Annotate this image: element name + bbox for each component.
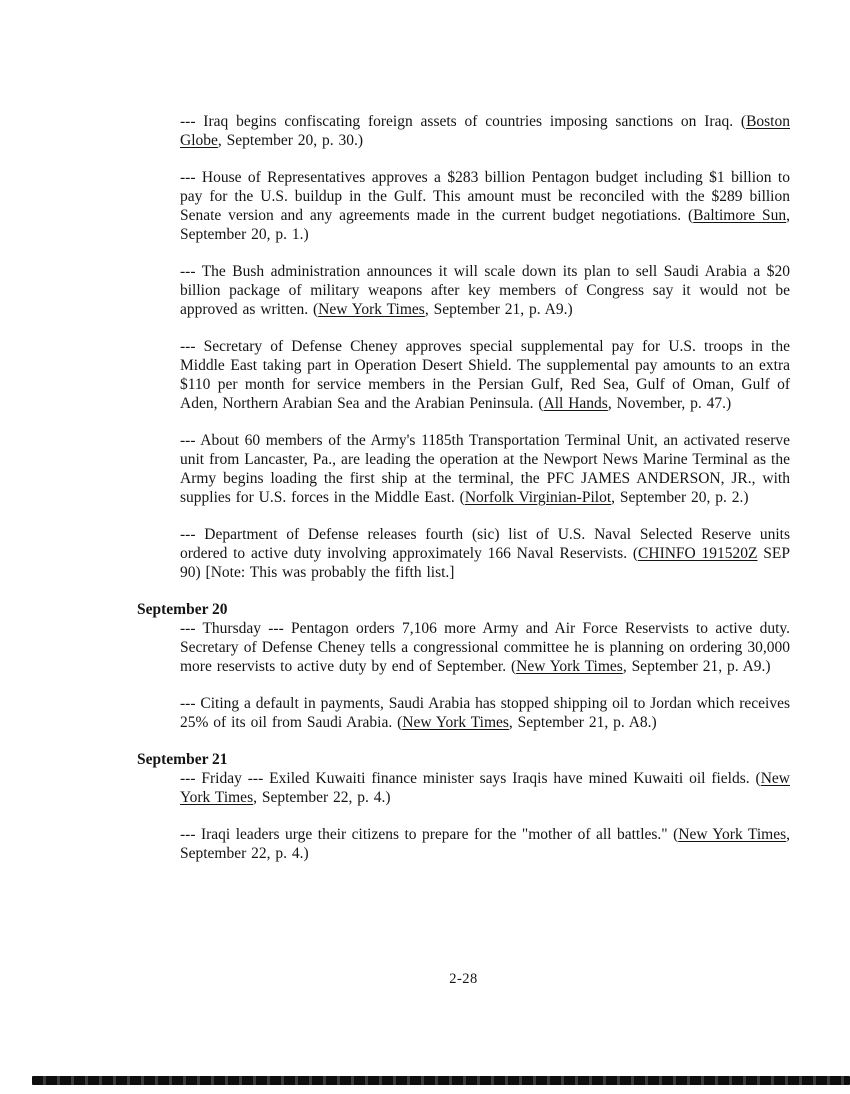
paragraph [180,112,790,150]
scan-artifact-bar [32,1076,850,1085]
paragraph [180,262,790,319]
paragraph [180,431,790,507]
paragraph-text: --- The Bush administration announces it will scale down its plan to sell Saudi Arabia a $20 billion package of military weapons after key members of Congress say it would not be approved as written. ( [180,263,790,318]
paragraph [180,168,790,244]
paragraph [180,825,790,863]
paragraph-text: --- Department of Defense releases fourth (sic) list of U.S. Naval Selected Reserve units ordered to active duty involving approximately 166 Naval Reservists. ( [180,526,790,562]
source-citation: CHINFO 191520Z [638,545,758,562]
paragraph [180,525,790,582]
paragraph [180,337,790,413]
paragraph-text: , September 20, p. 2.) [611,489,749,506]
paragraph-text: , September 22, p. 4.) [253,789,391,806]
paragraph-text: , September 21, p. A8.) [508,714,657,731]
paragraph-text: , September 20, p. 1.) [180,207,790,243]
paragraph-text: , September 20, p. 30.) [217,132,364,149]
document-body [137,112,790,881]
paragraph-text: --- Secretary of Defense Cheney approves special supplemental pay for U.S. troops in the Middle East taking part in Operation Desert Shield. The supplemental pay amounts to an extra $110 per month for service members in the Persian Gulf, Red Sea, Gulf of Oman, Gulf of Aden, Northern Arabian Sea and the Arabian Peninsula. ( [180,338,790,412]
paragraph-text: --- Thursday --- Pentagon orders 7,106 more Army and Air Force Reservists to active duty. Secretary of Defense Cheney tells a congressional committee he is planning on ordering 30,000 more reservists to active duty by end of September. ( [180,620,790,675]
paragraph-text: , September 21, p. A9.) [424,301,573,318]
source-citation: New York Times [678,826,787,843]
section-heading: September 20 [137,601,228,618]
source-citation: All Hands [543,395,608,412]
paragraph-text: SEP 90) [Note: This was probably the fifth list.] [180,545,791,581]
paragraph-text: , November, p. 47.) [607,395,732,412]
paragraph-text: --- Citing a default in payments, Saudi Arabia has stopped shipping oil to Jordan which receives 25% of its oil from Saudi Arabia. ( [180,695,790,731]
source-citation: New York Times [516,658,623,675]
page-number: 2-28 [449,971,478,987]
source-citation: Norfolk Virginian-Pilot [464,489,612,506]
paragraph-text: , September 22, p. 4.) [180,826,790,862]
source-citation: New York Times [318,301,425,318]
paragraph-text: --- Iraq begins confiscating foreign assets of countries imposing sanctions on Iraq. ( [180,113,747,130]
source-citation: New York Times [180,770,790,806]
paragraph-text: --- About 60 members of the Army's 1185th Transportation Terminal Unit, an activated reserve unit from Lancaster, Pa., are leading the operation at the Newport News Marine Terminal as the Army begins loading the first ship at the terminal, the PFC JAMES ANDERSON, JR., with supplies for U.S. forces in the Middle East. ( [180,432,790,506]
paragraph-text: , September 21, p. A9.) [622,658,771,675]
paragraph-text: --- Iraqi leaders urge their citizens to prepare for the "mother of all battles." ( [180,826,679,843]
paragraph-text: --- Friday --- Exiled Kuwaiti finance minister says Iraqis have mined Kuwaiti oil fields. ( [180,770,761,787]
paragraph [180,769,790,807]
section-heading: September 21 [137,751,228,768]
source-citation: New York Times [402,714,509,731]
paragraph [180,694,790,732]
source-citation: Baltimore Sun [693,207,787,224]
source-citation: Boston Globe [180,113,790,149]
paragraph-text: --- House of Representatives approves a $283 billion Pentagon budget including $1 billion to pay for the U.S. buildup in the Gulf. This amount must be reconciled with the $289 billion Senate version and any agreements made in the current budget negotiations. ( [180,169,790,224]
paragraph [180,619,790,676]
